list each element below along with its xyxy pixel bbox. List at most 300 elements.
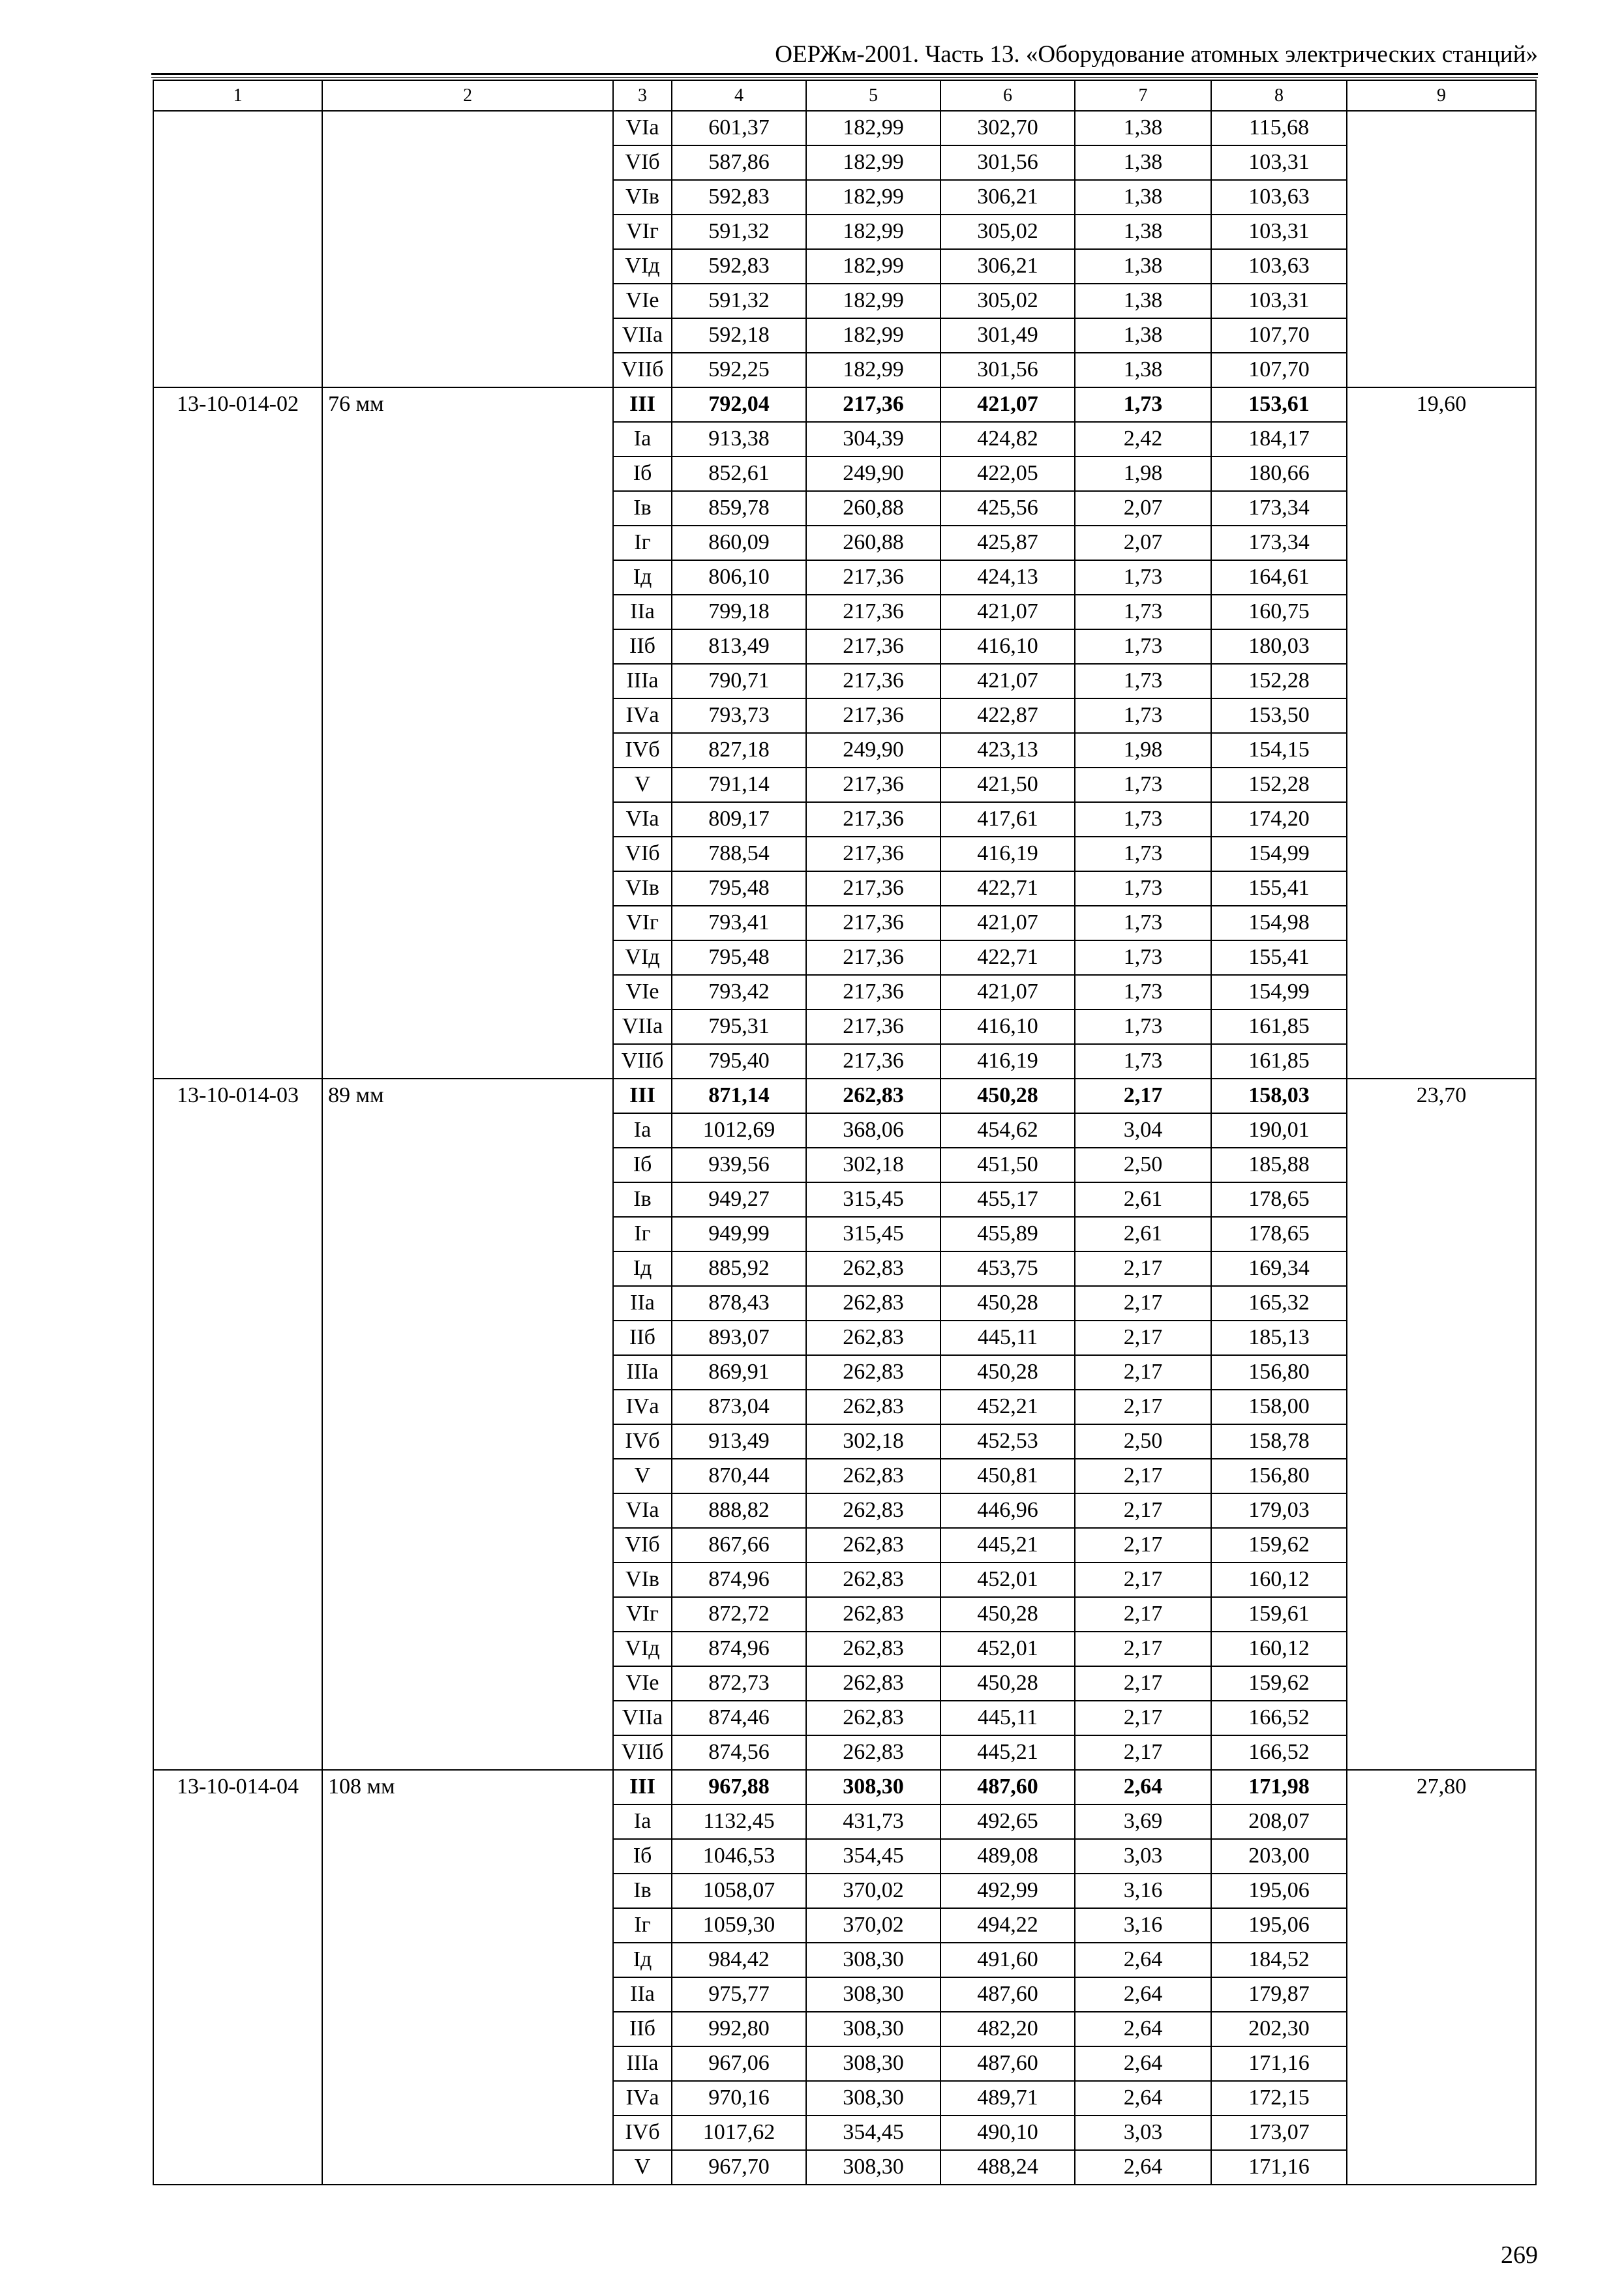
column-number: 6 [940,80,1075,111]
value-cell: 874,96 [672,1563,806,1597]
value-cell: 171,98 [1211,1770,1347,1804]
value-cell: 416,10 [940,629,1075,664]
value-cell: 489,71 [940,2081,1075,2116]
value-cell: 158,00 [1211,1390,1347,1424]
value-cell: 1,73 [1075,1010,1211,1044]
value-cell: 1,73 [1075,629,1211,664]
category-cell: VIIб [613,1044,672,1079]
value-cell: 180,03 [1211,629,1347,664]
value-cell: 494,22 [940,1908,1075,1943]
column-number: 4 [672,80,806,111]
value-cell: 185,88 [1211,1148,1347,1182]
value-cell: 304,39 [806,422,940,456]
value-cell: 262,83 [806,1321,940,1355]
value-cell: 445,21 [940,1528,1075,1563]
value-cell: 169,34 [1211,1251,1347,1286]
category-cell: VIв [613,1563,672,1597]
value-cell: 1,73 [1075,595,1211,629]
category-cell: VIIб [613,353,672,387]
value-cell: 452,01 [940,1563,1075,1597]
category-cell: Iг [613,1908,672,1943]
category-cell: IVб [613,1424,672,1459]
value-cell: 158,78 [1211,1424,1347,1459]
value-cell: 421,07 [940,595,1075,629]
value-cell: 308,30 [806,1770,940,1804]
value-cell: 1,73 [1075,664,1211,698]
value-cell: 2,64 [1075,1977,1211,2012]
diameter-cell: 76 мм [322,387,613,1079]
value-cell: 179,87 [1211,1977,1347,2012]
category-cell: IIб [613,1321,672,1355]
value-cell: 1059,30 [672,1908,806,1943]
item-code-cell: 13-10-014-04 [153,1770,322,2185]
value-cell: 217,36 [806,595,940,629]
value-cell: 2,64 [1075,2012,1211,2046]
page-number: 269 [1501,2241,1538,2269]
category-cell: IIа [613,1977,672,2012]
value-cell: 1,38 [1075,215,1211,249]
value-cell: 262,83 [806,1701,940,1735]
category-cell: VIв [613,180,672,215]
value-cell: 195,06 [1211,1874,1347,1908]
value-cell: 431,73 [806,1804,940,1839]
value-cell: 1,98 [1075,456,1211,491]
value-cell: 984,42 [672,1943,806,1977]
value-cell: 160,75 [1211,595,1347,629]
category-cell: IVб [613,733,672,768]
category-cell: VIе [613,975,672,1010]
value-cell: 166,52 [1211,1701,1347,1735]
value-cell: 3,69 [1075,1804,1211,1839]
value-cell: 1,73 [1075,871,1211,906]
value-cell: 592,83 [672,249,806,284]
value-cell: 171,16 [1211,2150,1347,2185]
value-cell: 184,17 [1211,422,1347,456]
value-cell: 1,38 [1075,249,1211,284]
value-cell: 182,99 [806,111,940,145]
value-cell: 180,66 [1211,456,1347,491]
value-cell: 492,99 [940,1874,1075,1908]
value-cell: 421,07 [940,387,1075,422]
category-cell: VIIб [613,1735,672,1770]
value-cell: 424,13 [940,560,1075,595]
value-cell: 455,17 [940,1182,1075,1217]
value-cell: 949,27 [672,1182,806,1217]
value-cell: 185,13 [1211,1321,1347,1355]
value-cell: 262,83 [806,1632,940,1666]
value-cell: 203,00 [1211,1839,1347,1874]
value-cell: 306,21 [940,249,1075,284]
value-cell: 2,17 [1075,1666,1211,1701]
value-cell: 217,36 [806,1044,940,1079]
value-cell: 416,19 [940,837,1075,871]
value-cell: 3,04 [1075,1113,1211,1148]
value-cell: 368,06 [806,1113,940,1148]
value-cell: 2,07 [1075,526,1211,560]
value-cell: 2,17 [1075,1528,1211,1563]
value-cell: 262,83 [806,1528,940,1563]
category-cell: VIд [613,940,672,975]
category-cell: III [613,1079,672,1113]
category-cell: VIб [613,145,672,180]
item-code-cell: 13-10-014-02 [153,387,322,1079]
category-cell: VIа [613,1493,672,1528]
category-cell: IIIа [613,1355,672,1390]
category-cell: III [613,1770,672,1804]
value-cell: 790,71 [672,664,806,698]
value-cell: 967,70 [672,2150,806,2185]
value-cell: 482,20 [940,2012,1075,2046]
value-cell: 262,83 [806,1735,940,1770]
value-cell: 416,19 [940,1044,1075,1079]
value-cell: 852,61 [672,456,806,491]
value-cell: 308,30 [806,2150,940,2185]
value-cell: 793,41 [672,906,806,940]
value-cell: 184,52 [1211,1943,1347,1977]
value-cell: 793,42 [672,975,806,1010]
category-cell: VIе [613,1666,672,1701]
table-body [153,80,1536,2185]
value-cell: 454,62 [940,1113,1075,1148]
value-cell: 217,36 [806,698,940,733]
category-cell: Iв [613,1874,672,1908]
value-cell: 799,18 [672,595,806,629]
category-cell: Iб [613,456,672,491]
value-cell: 1,98 [1075,733,1211,768]
value-cell: 154,99 [1211,975,1347,1010]
value-cell: 2,17 [1075,1459,1211,1493]
value-cell: 152,28 [1211,768,1347,802]
value-cell: 885,92 [672,1251,806,1286]
value-cell: 2,17 [1075,1321,1211,1355]
value-cell: 1,73 [1075,802,1211,837]
value-cell: 3,16 [1075,1874,1211,1908]
value-cell: 424,82 [940,422,1075,456]
category-cell: IVа [613,698,672,733]
value-cell: 173,07 [1211,2116,1347,2150]
value-cell: 860,09 [672,526,806,560]
value-cell: 2,17 [1075,1735,1211,1770]
category-cell: VIIа [613,318,672,353]
value-cell: 2,17 [1075,1251,1211,1286]
category-cell: Iа [613,422,672,456]
value-cell: 2,64 [1075,2081,1211,2116]
category-cell: Iг [613,526,672,560]
category-cell: VIг [613,906,672,940]
value-cell: 262,83 [806,1563,940,1597]
value-cell: 107,70 [1211,318,1347,353]
value-cell: 1132,45 [672,1804,806,1839]
category-cell: Iг [613,1217,672,1251]
value-cell: 217,36 [806,629,940,664]
value-cell: 788,54 [672,837,806,871]
value-cell: 450,81 [940,1459,1075,1493]
value-cell: 970,16 [672,2081,806,2116]
value-cell: 103,31 [1211,145,1347,180]
value-cell: 487,60 [940,2046,1075,2081]
value-cell: 208,07 [1211,1804,1347,1839]
value-cell: 1,73 [1075,906,1211,940]
category-cell: VIб [613,1528,672,1563]
value-cell: 302,18 [806,1148,940,1182]
table-row [153,111,1536,145]
value-cell: 874,96 [672,1632,806,1666]
value-cell: 155,41 [1211,871,1347,906]
category-cell: V [613,1459,672,1493]
value-cell: 809,17 [672,802,806,837]
value-cell: 939,56 [672,1148,806,1182]
value-cell: 450,28 [940,1355,1075,1390]
value-cell: 182,99 [806,353,940,387]
header-rule-thin [151,77,1538,78]
value-cell: 2,17 [1075,1079,1211,1113]
value-cell: 154,98 [1211,906,1347,940]
value-cell: 452,53 [940,1424,1075,1459]
value-cell: 487,60 [940,1770,1075,1804]
value-cell: 591,32 [672,215,806,249]
value-cell: 1,38 [1075,145,1211,180]
value-cell: 421,07 [940,664,1075,698]
value-cell: 2,17 [1075,1493,1211,1528]
value-cell: 2,61 [1075,1217,1211,1251]
value-cell: 422,05 [940,456,1075,491]
value-cell: 171,16 [1211,2046,1347,2081]
value-cell: 487,60 [940,1977,1075,2012]
value-cell: 1,73 [1075,768,1211,802]
value-cell: 217,36 [806,1010,940,1044]
value-cell: 975,77 [672,1977,806,2012]
value-cell: 2,17 [1075,1286,1211,1321]
value-cell: 452,01 [940,1632,1075,1666]
column-9-cell [1347,111,1536,387]
value-cell: 2,64 [1075,1770,1211,1804]
value-cell: 450,28 [940,1597,1075,1632]
category-cell: IVа [613,2081,672,2116]
column-number: 2 [322,80,613,111]
value-cell: 155,41 [1211,940,1347,975]
value-cell: 305,02 [940,284,1075,318]
value-cell: 182,99 [806,215,940,249]
value-cell: 992,80 [672,2012,806,2046]
category-cell: Iд [613,1943,672,1977]
value-cell: 305,02 [940,215,1075,249]
category-cell: VIIа [613,1010,672,1044]
category-cell: IIIа [613,2046,672,2081]
table-row [153,1079,1536,1113]
category-cell: V [613,768,672,802]
value-cell: 301,49 [940,318,1075,353]
value-cell: 870,44 [672,1459,806,1493]
value-cell: 103,63 [1211,249,1347,284]
category-cell: III [613,387,672,422]
value-cell: 422,71 [940,940,1075,975]
value-cell: 806,10 [672,560,806,595]
value-cell: 195,06 [1211,1908,1347,1943]
value-cell: 154,99 [1211,837,1347,871]
value-cell: 1,73 [1075,837,1211,871]
value-cell: 489,08 [940,1839,1075,1874]
value-cell: 152,28 [1211,664,1347,698]
value-cell: 301,56 [940,353,1075,387]
value-cell: 249,90 [806,733,940,768]
value-cell: 1,38 [1075,318,1211,353]
category-cell: V [613,2150,672,2185]
value-cell: 450,28 [940,1286,1075,1321]
value-cell: 182,99 [806,318,940,353]
value-cell: 795,48 [672,871,806,906]
value-cell: 107,70 [1211,353,1347,387]
value-cell: 217,36 [806,664,940,698]
item-code-cell [153,111,322,387]
price-table [153,80,1537,2185]
category-cell: Iв [613,491,672,526]
value-cell: 103,31 [1211,284,1347,318]
value-cell: 450,28 [940,1079,1075,1113]
category-cell: IIIа [613,664,672,698]
value-cell: 492,65 [940,1804,1075,1839]
value-cell: 450,28 [940,1666,1075,1701]
column-number-row [153,80,1536,111]
value-cell: 301,56 [940,145,1075,180]
category-cell: VIв [613,871,672,906]
category-cell: Iб [613,1839,672,1874]
value-cell: 159,62 [1211,1528,1347,1563]
value-cell: 159,62 [1211,1666,1347,1701]
value-cell: 873,04 [672,1390,806,1424]
value-cell: 182,99 [806,180,940,215]
category-cell: VIг [613,1597,672,1632]
value-cell: 103,31 [1211,215,1347,249]
value-cell: 217,36 [806,871,940,906]
value-cell: 3,16 [1075,1908,1211,1943]
value-cell: 417,61 [940,802,1075,837]
value-cell: 262,83 [806,1251,940,1286]
value-cell: 592,18 [672,318,806,353]
value-cell: 2,64 [1075,2150,1211,2185]
value-cell: 490,10 [940,2116,1075,2150]
value-cell: 161,85 [1211,1010,1347,1044]
running-header: ОЕРЖм-2001. Часть 13. «Оборудование атомных электрических станций» [775,41,1538,68]
category-cell: Iв [613,1182,672,1217]
value-cell: 795,48 [672,940,806,975]
value-cell: 453,75 [940,1251,1075,1286]
value-cell: 445,11 [940,1701,1075,1735]
value-cell: 949,99 [672,1217,806,1251]
value-cell: 153,61 [1211,387,1347,422]
value-cell: 302,18 [806,1424,940,1459]
value-cell: 158,03 [1211,1079,1347,1113]
value-cell: 2,17 [1075,1701,1211,1735]
value-cell: 422,71 [940,871,1075,906]
value-cell: 1017,62 [672,2116,806,2150]
value-cell: 967,88 [672,1770,806,1804]
value-cell: 217,36 [806,975,940,1010]
column-9-cell: 27,80 [1347,1770,1536,2185]
value-cell: 2,17 [1075,1563,1211,1597]
value-cell: 592,83 [672,180,806,215]
value-cell: 827,18 [672,733,806,768]
column-number: 8 [1211,80,1347,111]
value-cell: 813,49 [672,629,806,664]
value-cell: 446,96 [940,1493,1075,1528]
value-cell: 874,56 [672,1735,806,1770]
value-cell: 308,30 [806,2012,940,2046]
value-cell: 878,43 [672,1286,806,1321]
category-cell: IVа [613,1390,672,1424]
value-cell: 425,87 [940,526,1075,560]
value-cell: 262,83 [806,1079,940,1113]
value-cell: 315,45 [806,1217,940,1251]
value-cell: 1,73 [1075,1044,1211,1079]
value-cell: 888,82 [672,1493,806,1528]
value-cell: 262,83 [806,1390,940,1424]
value-cell: 792,04 [672,387,806,422]
category-cell: Iд [613,1251,672,1286]
value-cell: 182,99 [806,145,940,180]
value-cell: 2,17 [1075,1632,1211,1666]
value-cell: 173,34 [1211,491,1347,526]
category-cell: VIд [613,1632,672,1666]
value-cell: 872,72 [672,1597,806,1632]
value-cell: 416,10 [940,1010,1075,1044]
value-cell: 217,36 [806,560,940,595]
category-cell: VIа [613,111,672,145]
value-cell: 1,73 [1075,387,1211,422]
category-cell: IIб [613,629,672,664]
column-number: 3 [613,80,672,111]
value-cell: 217,36 [806,802,940,837]
value-cell: 2,07 [1075,491,1211,526]
diameter-cell [322,111,613,387]
table-row [153,1770,1536,1804]
category-cell: VIе [613,284,672,318]
value-cell: 182,99 [806,284,940,318]
table-row [153,387,1536,422]
value-cell: 308,30 [806,2046,940,2081]
value-cell: 491,60 [940,1943,1075,1977]
category-cell: VIа [613,802,672,837]
value-cell: 178,65 [1211,1182,1347,1217]
value-cell: 178,65 [1211,1217,1347,1251]
value-cell: 182,99 [806,249,940,284]
column-9-cell: 23,70 [1347,1079,1536,1770]
value-cell: 2,64 [1075,1943,1211,1977]
value-cell: 160,12 [1211,1563,1347,1597]
value-cell: 2,64 [1075,2046,1211,2081]
value-cell: 967,06 [672,2046,806,2081]
value-cell: 160,12 [1211,1632,1347,1666]
value-cell: 260,88 [806,526,940,560]
value-cell: 217,36 [806,837,940,871]
category-cell: Iа [613,1113,672,1148]
value-cell: 422,87 [940,698,1075,733]
value-cell: 308,30 [806,1943,940,1977]
column-number: 9 [1347,80,1536,111]
value-cell: 161,85 [1211,1044,1347,1079]
value-cell: 452,21 [940,1390,1075,1424]
value-cell: 455,89 [940,1217,1075,1251]
value-cell: 1012,69 [672,1113,806,1148]
value-cell: 1,73 [1075,940,1211,975]
value-cell: 601,37 [672,111,806,145]
value-cell: 315,45 [806,1182,940,1217]
value-cell: 370,02 [806,1908,940,1943]
value-cell: 370,02 [806,1874,940,1908]
value-cell: 451,50 [940,1148,1075,1182]
value-cell: 791,14 [672,768,806,802]
value-cell: 587,86 [672,145,806,180]
value-cell: 262,83 [806,1493,940,1528]
